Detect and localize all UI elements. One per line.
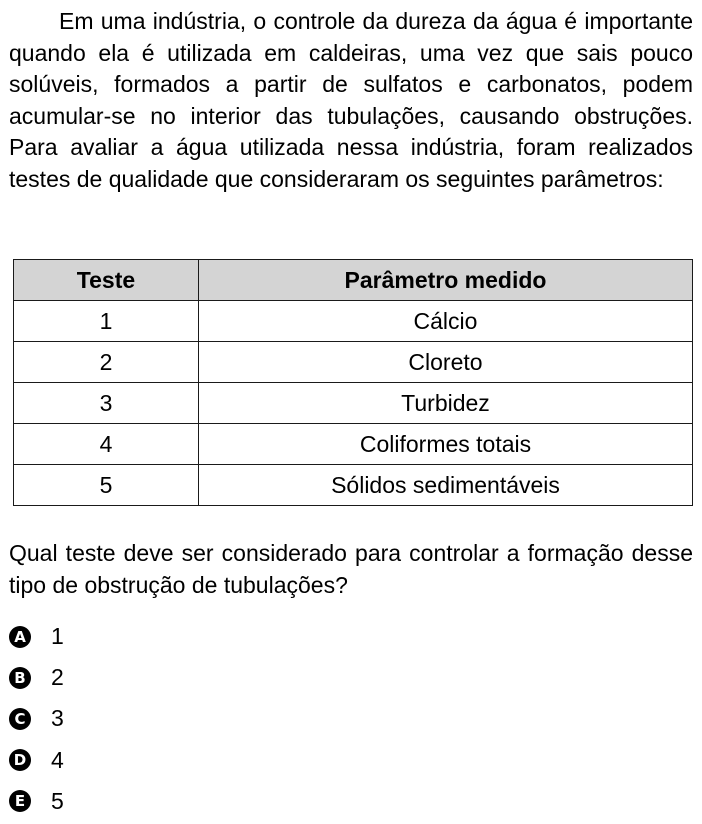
table-header-row [14,260,693,301]
option-letter-badge: E [9,790,31,812]
cell-parameter: Cálcio [199,301,693,342]
cell-test-number: 5 [14,465,199,506]
cell-parameter: Sólidos sedimentáveis [199,465,693,506]
answer-options [9,616,64,822]
option-text: 4 [51,746,64,773]
table-row [14,342,693,383]
option-text: 2 [51,664,64,691]
table-row [14,383,693,424]
intro-paragraph: Em uma indústria, o controle da dureza da água é importante quando ela é utilizada em caldeiras, uma vez que sais pouco solúveis, formados a partir de sulfatos e carbonatos, podem acumular-se no interior das tubulações, causando obstruções. Para avaliar a água utilizada nessa indústria, foram realizados testes de qualidade que consideraram os seguintes parâmetros: [9,8,693,192]
option-a[interactable] [9,616,64,657]
option-letter-badge: C [9,708,31,730]
option-text: 5 [51,787,64,814]
option-b[interactable] [9,657,64,698]
cell-test-number: 1 [14,301,199,342]
option-letter-badge: A [9,626,31,648]
header-parameter: Parâmetro medido [199,260,693,301]
option-letter-badge: D [9,749,31,771]
question-paragraph: Qual teste deve ser considerado para controlar a formação desse tipo de obstrução de tubulações? [9,540,693,598]
cell-test-number: 2 [14,342,199,383]
cell-test-number: 3 [14,383,199,424]
table-row [14,301,693,342]
option-letter-badge: B [9,667,31,689]
cell-parameter: Turbidez [199,383,693,424]
table-row [14,424,693,465]
table-row [14,465,693,506]
option-text: 3 [51,705,64,732]
option-text: 1 [51,623,64,650]
option-e[interactable] [9,781,64,822]
option-d[interactable] [9,740,64,781]
option-c[interactable] [9,698,64,739]
parameters-table [13,259,693,506]
cell-test-number: 4 [14,424,199,465]
cell-parameter: Coliformes totais [199,424,693,465]
cell-parameter: Cloreto [199,342,693,383]
header-test: Teste [14,260,199,301]
